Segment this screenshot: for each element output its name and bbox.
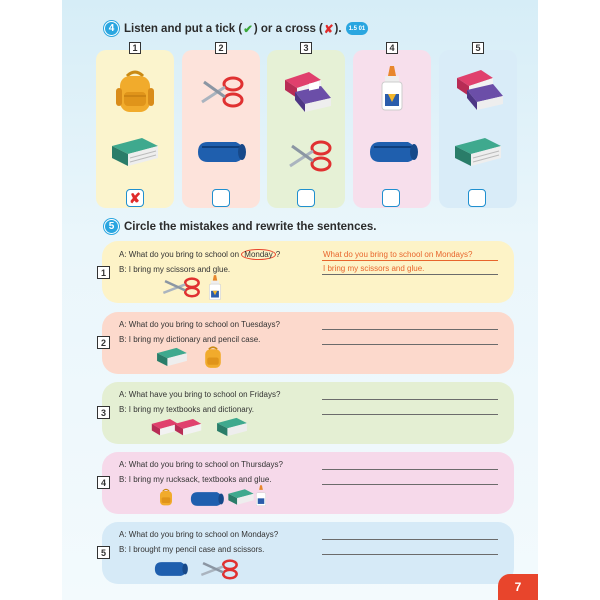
glue-icon (206, 274, 224, 302)
row-3-write-line-1[interactable] (322, 399, 498, 400)
row-2-answer: B: I bring my dictionary and pencil case. (119, 335, 261, 344)
row-1-rewrite-line-2[interactable]: I bring my scissors and glue. (323, 264, 425, 273)
row-1-rewrite-line-1[interactable]: What do you bring to school on Mondays? (323, 250, 473, 259)
exercise-4-heading (104, 21, 368, 36)
scissors-icon (198, 558, 240, 580)
answer-box-4[interactable] (382, 189, 400, 207)
row-number-2: 2 (97, 336, 110, 349)
row-1-question-suffix: ? (275, 250, 281, 259)
row-1-answer: B: I bring my scissors and glue. (119, 265, 231, 274)
column-number-3: 3 (300, 42, 312, 54)
column-number-5: 5 (472, 42, 484, 54)
tick-icon: ✔ (243, 23, 253, 36)
exercise-4-number: 4 (104, 21, 119, 36)
dictionary-icon (154, 344, 190, 370)
exercise-5-heading (104, 219, 376, 234)
dictionary-icon (451, 66, 507, 112)
dictionary-icon (214, 414, 250, 440)
textbook-icon (226, 486, 256, 508)
page-number: 7 (498, 574, 538, 600)
pencil-case-icon (364, 136, 420, 168)
glue-icon (377, 64, 407, 114)
row-4-write-line-1[interactable] (322, 469, 498, 470)
rucksack-icon (156, 486, 176, 508)
scissors-icon (196, 72, 246, 112)
audio-track-icon[interactable]: 1.5 01 (346, 22, 369, 35)
row-4-write-line-2[interactable] (322, 484, 498, 485)
pencil-case-icon (148, 558, 192, 580)
scissors-icon (284, 136, 334, 176)
row-4-question: A: What do you bring to school on Thursdays? (119, 460, 283, 469)
row-number-5: 5 (97, 546, 110, 559)
row-number-1: 1 (97, 266, 110, 279)
exercise-4-title-part2: ) or a cross ( (253, 22, 323, 35)
row-1-write-line-1[interactable] (322, 260, 498, 261)
row-5-write-line-2[interactable] (322, 554, 498, 555)
answer-box-2[interactable] (212, 189, 230, 207)
row-number-4: 4 (97, 476, 110, 489)
row-2-write-line-1[interactable] (322, 329, 498, 330)
row-5-answer: B: I brought my pencil case and scissors. (119, 545, 265, 554)
pencil-case-icon (200, 344, 226, 370)
row-3-answer: B: I bring my textbooks and dictionary. (119, 405, 255, 414)
cross-icon: ✘ (323, 23, 334, 36)
row-5-question: A: What do you bring to school on Mondays? (119, 530, 279, 539)
answer-box-3[interactable] (297, 189, 315, 207)
exercise-4-title-part1: Listen and put a tick ( (124, 22, 243, 35)
column-number-2: 2 (215, 42, 227, 54)
row-2-write-line-2[interactable] (322, 344, 498, 345)
answer-box-5[interactable] (468, 189, 486, 207)
rucksack-icon (110, 66, 160, 116)
column-number-1: 1 (129, 42, 141, 54)
textbook-icon (451, 132, 505, 172)
glue-icon (254, 484, 268, 508)
exercise-4-title-part3: ). (334, 22, 342, 35)
row-4-answer: B: I bring my rucksack, textbooks and glue. (119, 475, 272, 484)
textbook-icon (108, 132, 162, 172)
row-number-3: 3 (97, 406, 110, 419)
exercise-5-number: 5 (104, 219, 119, 234)
pencil-case-icon (192, 136, 248, 168)
row-3-write-line-2[interactable] (322, 414, 498, 415)
row-1-question (119, 250, 280, 259)
exercise-5-title: Circle the mistakes and rewrite the sentences. (124, 220, 377, 233)
column-number-4: 4 (386, 42, 398, 54)
circled-mistake[interactable]: Monday (241, 249, 275, 260)
answer-box-1[interactable]: ✘ (126, 189, 144, 207)
row-5-write-line-1[interactable] (322, 539, 498, 540)
row-2-question: A: What do you bring to school on Tuesdays? (119, 320, 280, 329)
row-1-question-text: A: What do you bring to school on (119, 250, 242, 259)
row-3-question: A: What have you bring to school on Fridays? (119, 390, 281, 399)
row-1-write-line-2[interactable] (322, 274, 498, 275)
pencil-case-icon (184, 488, 228, 510)
dictionary-icon (279, 68, 335, 114)
textbooks-icon (150, 414, 208, 442)
scissors-icon (160, 276, 202, 298)
